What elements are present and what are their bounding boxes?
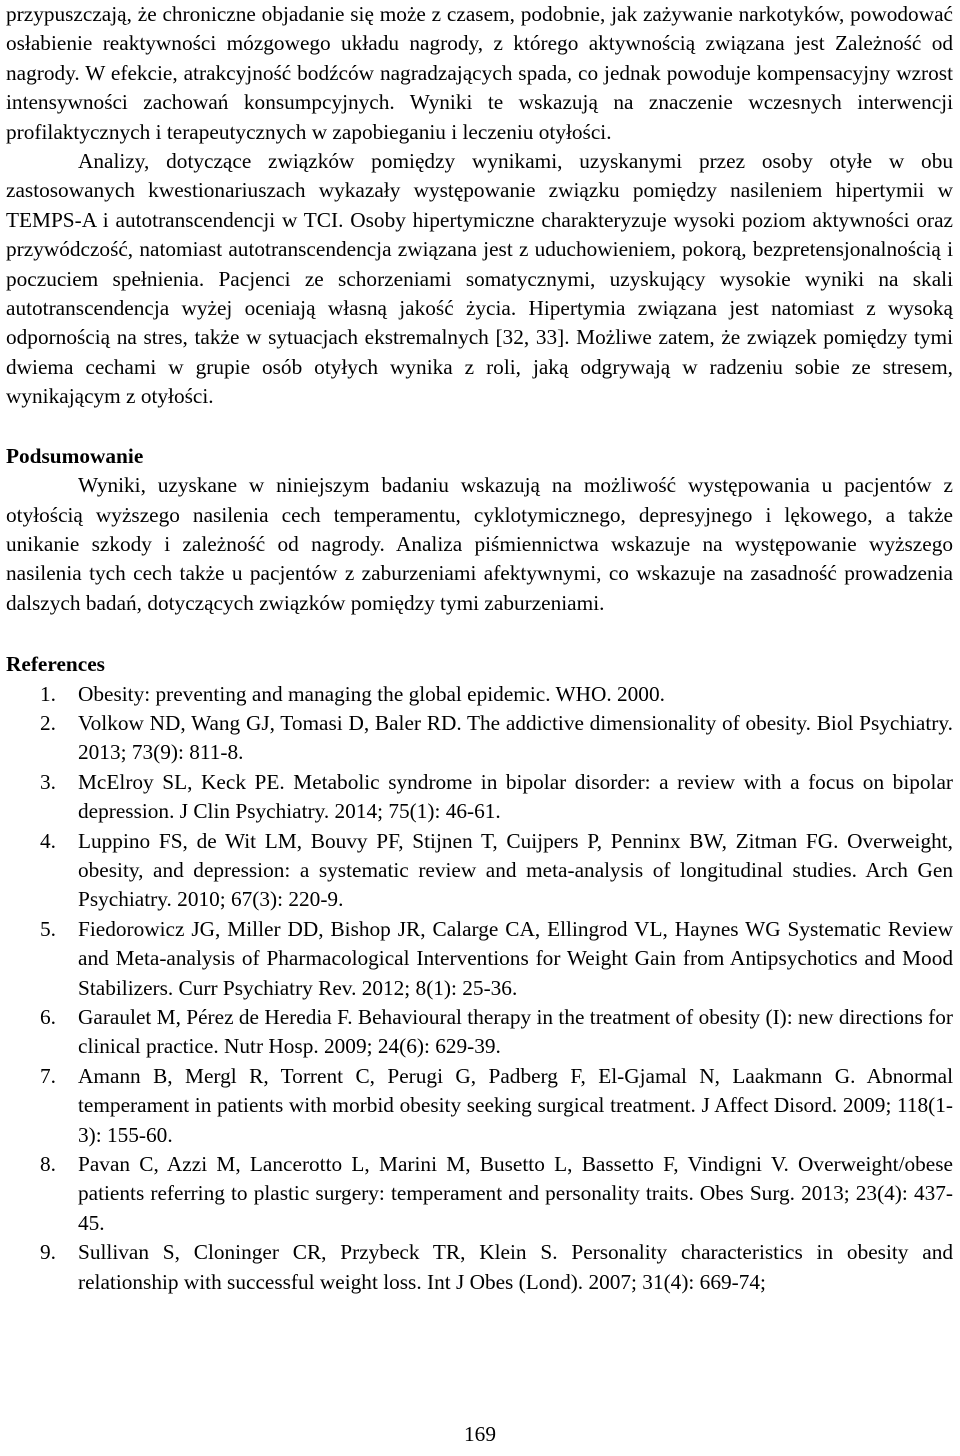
reference-text: Amann B, Mergl R, Torrent C, Perugi G, Padberg F, El-Gjamal N, Laakmann G. Abnormal temperament in patients with morbid obesity seeking surgical treatment. J Affect Disord. 2009; 118(1-3): 155-60.	[78, 1063, 953, 1147]
body-paragraph-analysis: Analizy, dotyczące związków pomiędzy wynikami, uzyskanymi przez osoby otyłe w obu zastosowanych kwestionariuszach wykazały występowanie związku pomiędzy nasileniem hipertymii w TEMPS-A i autotranscendencji w TCI. Osoby hipertymiczne charakteryzuje wysoki poziom aktywności oraz przywódczość, natomiast autotranscendencja związana jest z uduchowieniem, pokorą, bezpretensjonalnością i poczuciem spełnienia. Pacjenci ze schorzeniami somatycznymi, uzyskujący wysokie wyniki na skali autotranscendencja wyżej oceniają własną jakość życia. Hipertymia związana jest natomiast z wysoką odpornością na stres, także w sytuacjach ekstremalnych [32, 33]. Możliwe zatem, że związek pomiędzy tymi dwiema cechami w grupie osób otyłych wynika z roli, jaką odgrywają w radzeniu sobie ze stresem, wynikającym z otyłości.	[6, 149, 953, 409]
summary-heading: Podsumowanie	[6, 443, 144, 468]
reference-number: 6.	[40, 1005, 56, 1029]
reference-item	[6, 1238, 953, 1297]
reference-text: McElroy SL, Keck PE. Metabolic syndrome in bipolar disorder: a review with a focus on bipolar depression. J Clin Psychiatry. 2014; 75(1): 46-61.	[78, 769, 953, 824]
reference-text: Volkow ND, Wang GJ, Tomasi D, Baler RD. The addictive dimensionality of obesity. Biol Psychiatry. 2013; 73(9): 811-8.	[78, 710, 953, 765]
reference-item	[6, 768, 953, 827]
reference-text: Pavan C, Azzi M, Lancerotto L, Marini M, Busetto L, Bassetto F, Vindigni V. Overweight/obese patients referring to plastic surgery: temperament and personality traits. Obes Surg. 2013; 23(4): 437-45.	[78, 1152, 953, 1235]
references-heading: References	[6, 652, 105, 677]
reference-number: 2.	[40, 710, 56, 735]
reference-item	[6, 827, 953, 915]
reference-number: 8.	[40, 1152, 56, 1177]
reference-text: Obesity: preventing and managing the global epidemic. WHO. 2000.	[78, 681, 665, 706]
reference-item	[6, 1062, 953, 1150]
reference-item	[6, 1003, 953, 1062]
reference-item	[6, 680, 953, 709]
reference-number: 5.	[40, 916, 56, 941]
reference-item	[6, 915, 953, 1003]
reference-number: 4.	[40, 828, 56, 853]
summary-paragraph: Wyniki, uzyskane w niniejszym badaniu wskazują na możliwość występowania u pacjentów z otyłością wyższego nasilenia cech temperamentu, cyklotymicznego, depresyjnego i lękowego, a także unikanie szkody i zależność od nagrody. Analiza piśmiennictwa wskazuje na występowanie wyższego nasilenia tych cech także u pacjentów z zaburzeniami afektywnymi, co wskazuje na zasadność prowadzenia dalszych badań, dotyczących związków pomiędzy tymi zaburzeniami.	[6, 473, 953, 615]
reference-text: Fiedorowicz JG, Miller DD, Bishop JR, Calarge CA, Ellingrod VL, Haynes WG Systematic Review and Meta-analysis of Pharmacological Interventions for Weight Gain from Antipsychotics and Mood Stabilizers. Curr Psychiatry Rev. 2012; 8(1): 25-36.	[78, 916, 953, 1000]
document-page	[6, 0, 953, 1297]
reference-item	[6, 709, 953, 768]
reference-number: 1.	[40, 681, 56, 706]
reference-number: 9.	[40, 1240, 56, 1265]
reference-number: 7.	[40, 1063, 56, 1088]
summary-section	[6, 442, 953, 618]
reference-text: Sullivan S, Cloninger CR, Przybeck TR, Klein S. Personality characteristics in obesity and relationship with successful weight loss. Int J Obes (Lond). 2007; 31(4): 669-74;	[78, 1240, 953, 1294]
reference-item	[6, 1150, 953, 1238]
reference-text: Luppino FS, de Wit LM, Bouvy PF, Stijnen T, Cuijpers P, Penninx BW, Zitman FG. Overweight, obesity, and depression: a systematic review and meta-analysis of longitudinal studies. Arch Gen Psychiatry. 2010; 67(3): 220-9.	[78, 828, 953, 912]
references-list	[6, 680, 953, 1298]
references-section	[6, 650, 953, 1297]
reference-number: 3.	[40, 769, 56, 794]
body-paragraph-continued: przypuszczają, że chroniczne objadanie się może z czasem, podobnie, jak zażywanie narkotyków, powodować osłabienie reaktywności mózgowego układu nagrody, z którego aktywnością związana jest Zależność od nagrody. W efekcie, atrakcyjność bodźców nagradzających spada, co jednak powoduje kompensacyjny wzrost intensywności zachowań konsumpcyjnych. Wyniki te wskazują na znaczenie wczesnych interwencji profilaktycznych i terapeutycznych w zapobieganiu i leczeniu otyłości.	[6, 2, 953, 144]
page-number: 169	[464, 1422, 496, 1446]
reference-text: Garaulet M, Pérez de Heredia F. Behavioural therapy in the treatment of obesity (I): new directions for clinical practice. Nutr Hosp. 2009; 24(6): 629-39.	[78, 1005, 953, 1059]
